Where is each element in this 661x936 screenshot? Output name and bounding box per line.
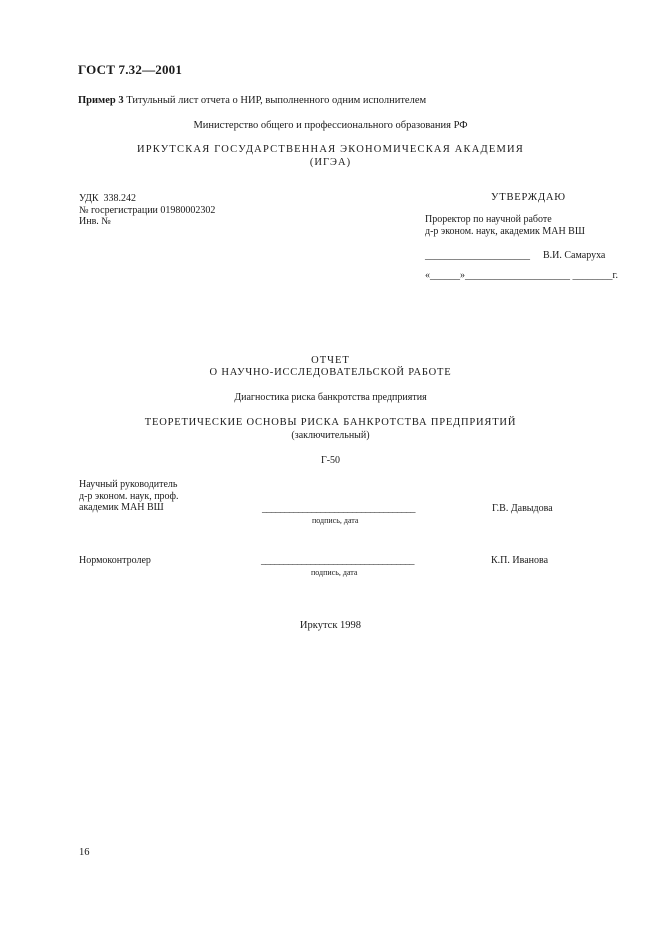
example-label: Пример 3	[78, 95, 124, 106]
supervisor-degree: д-р эконом. наук, проф.	[79, 490, 179, 502]
standard-header: ГОСТ 7.32—2001	[78, 62, 183, 77]
supervisor-signature-caption: подпись, дата	[312, 516, 359, 525]
organization-name: ИРКУТСКАЯ ГОСУДАРСТВЕННАЯ ЭКОНОМИЧЕСКАЯ АКАДЕМИЯ	[136, 144, 525, 155]
reg-number-line: № госрегистрации 01980002302	[79, 204, 216, 216]
example-text: Титульный лист отчета о НИР, выполненного одним исполнителем	[126, 95, 427, 106]
example-caption	[78, 95, 426, 106]
inv-line: Инв. №	[79, 216, 111, 227]
report-title: ОТЧЕТ	[311, 355, 350, 366]
approval-name: В.И. Самаруха	[543, 250, 606, 261]
registry-block	[79, 193, 215, 228]
supervisor-role: Научный руководитель	[79, 479, 178, 490]
approval-date-line: «______»_____________________ ________г.	[425, 270, 618, 281]
report-stage: (заключительный)	[291, 430, 370, 441]
report-subtitle: О НАУЧНО-ИССЛЕДОВАТЕЛЬСКОЙ РАБОТЕ	[209, 367, 452, 378]
page-number: 16	[79, 847, 90, 858]
approval-heading: УТВЕРЖДАЮ	[491, 192, 566, 203]
report-code: Г-50	[320, 455, 341, 466]
supervisor-name: Г.В. Давыдова	[492, 503, 553, 514]
supervisor-block	[79, 479, 179, 514]
supervisor-signature-line: __________________________________	[262, 503, 415, 514]
report-topic: Диагностика риска банкротства предприятия	[234, 392, 427, 403]
city-year: Иркутск 1998	[299, 620, 362, 631]
norm-controller-role: Нормоконтролер	[79, 555, 151, 566]
ministry-line: Министерство общего и профессионального образования РФ	[193, 120, 468, 131]
organization-abbr: (ИГЭА)	[309, 157, 352, 168]
approval-signature-line: _____________________	[425, 250, 530, 261]
norm-controller-signature-caption: подпись, дата	[311, 568, 358, 577]
udk-line: УДК 338.242	[79, 193, 137, 204]
norm-controller-name: К.П. Иванова	[491, 555, 549, 566]
approval-degree: д-р эконом. наук, академик МАН ВШ	[425, 225, 585, 237]
approval-block	[425, 214, 585, 237]
report-theme: ТЕОРЕТИЧЕСКИЕ ОСНОВЫ РИСКА БАНКРОТСТВА ПРЕДПРИЯТИЙ	[144, 417, 517, 428]
norm-controller-signature-line: __________________________________	[261, 555, 414, 566]
approval-signature-row	[425, 250, 605, 261]
approval-position: Проректор по научной работе	[425, 214, 552, 225]
supervisor-title: академик МАН ВШ	[79, 502, 164, 513]
